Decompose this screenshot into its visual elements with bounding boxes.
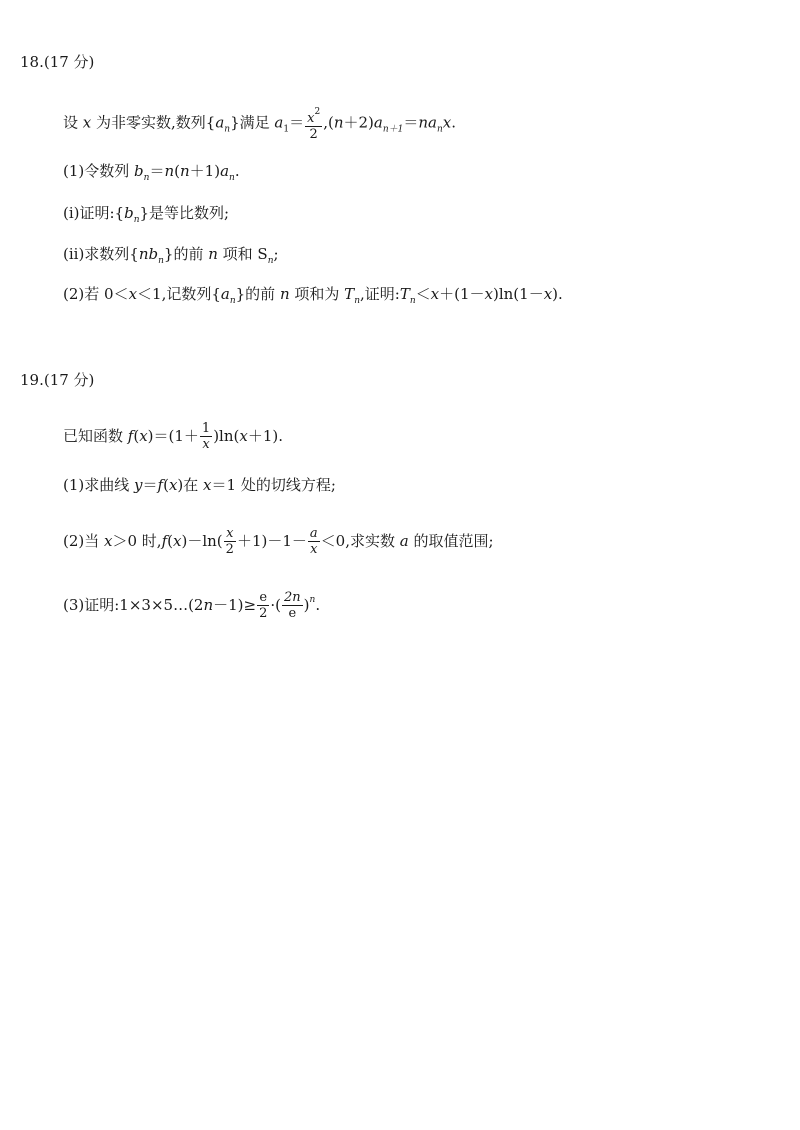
fraction-a-over-x: $\frac{a}{x}$ [309, 526, 318, 557]
fraction-2n-over-e: $\frac{2n}{e}$ [284, 590, 301, 621]
fraction-x-over-2: $\frac{x}{2}$ [225, 526, 234, 557]
q19-header: 19.(17 分) [20, 371, 95, 389]
q18-intro: 设 x 为非零实数,数列$\{a_n\}$满足 $a_1=$ $\frac{x^2}{2}$ $,(n+2)a_{n+1}=na_nx$. [63, 107, 457, 142]
fraction-e-over-2: $\frac{e}{2}$ [259, 590, 268, 621]
q19-intro: 已知函数 f(x)＝(1＋ $\frac{1}{x}$ )ln(x＋1). [63, 421, 284, 452]
q18-part1-ii: (ii)求数列$\{nb_n\}$的前 n 项和 $S_n$; [63, 245, 279, 266]
q19-part1: (1)求曲线 y＝f(x)在 x＝1 处的切线方程; [63, 476, 336, 494]
q19-part2: (2)当 x＞0 时,f(x)－ln( $\frac{x}{2}$ ＋1)－1－ $\frac{a}{x}$ ＜0,求实数 a 的取值范围; [63, 526, 494, 557]
q18-part1: (1)令数列 $b_n=n(n+1)a_n$. [63, 162, 240, 183]
q18-part1-i: (i)证明$:\{b_n\}$是等比数列; [63, 204, 230, 225]
fraction-1-over-x: $\frac{1}{x}$ [201, 421, 211, 452]
q18-part2: (2)若 0＜x＜1,记数列$\{a_n\}$的前 n 项和为 $T_n$,证明$:T_n<x+(1-x)\ln(1-x)$. [63, 285, 563, 306]
q18-header: 18.(17 分) [20, 53, 95, 71]
fraction-x2-over-2: $\frac{x^2}{2}$ [307, 107, 321, 142]
q19-part3: (3)证明:1×3×5…(2n－1)≥ $\frac{e}{2}$ ·( $\frac{2n}{e}$ )$^n$. [63, 590, 321, 621]
